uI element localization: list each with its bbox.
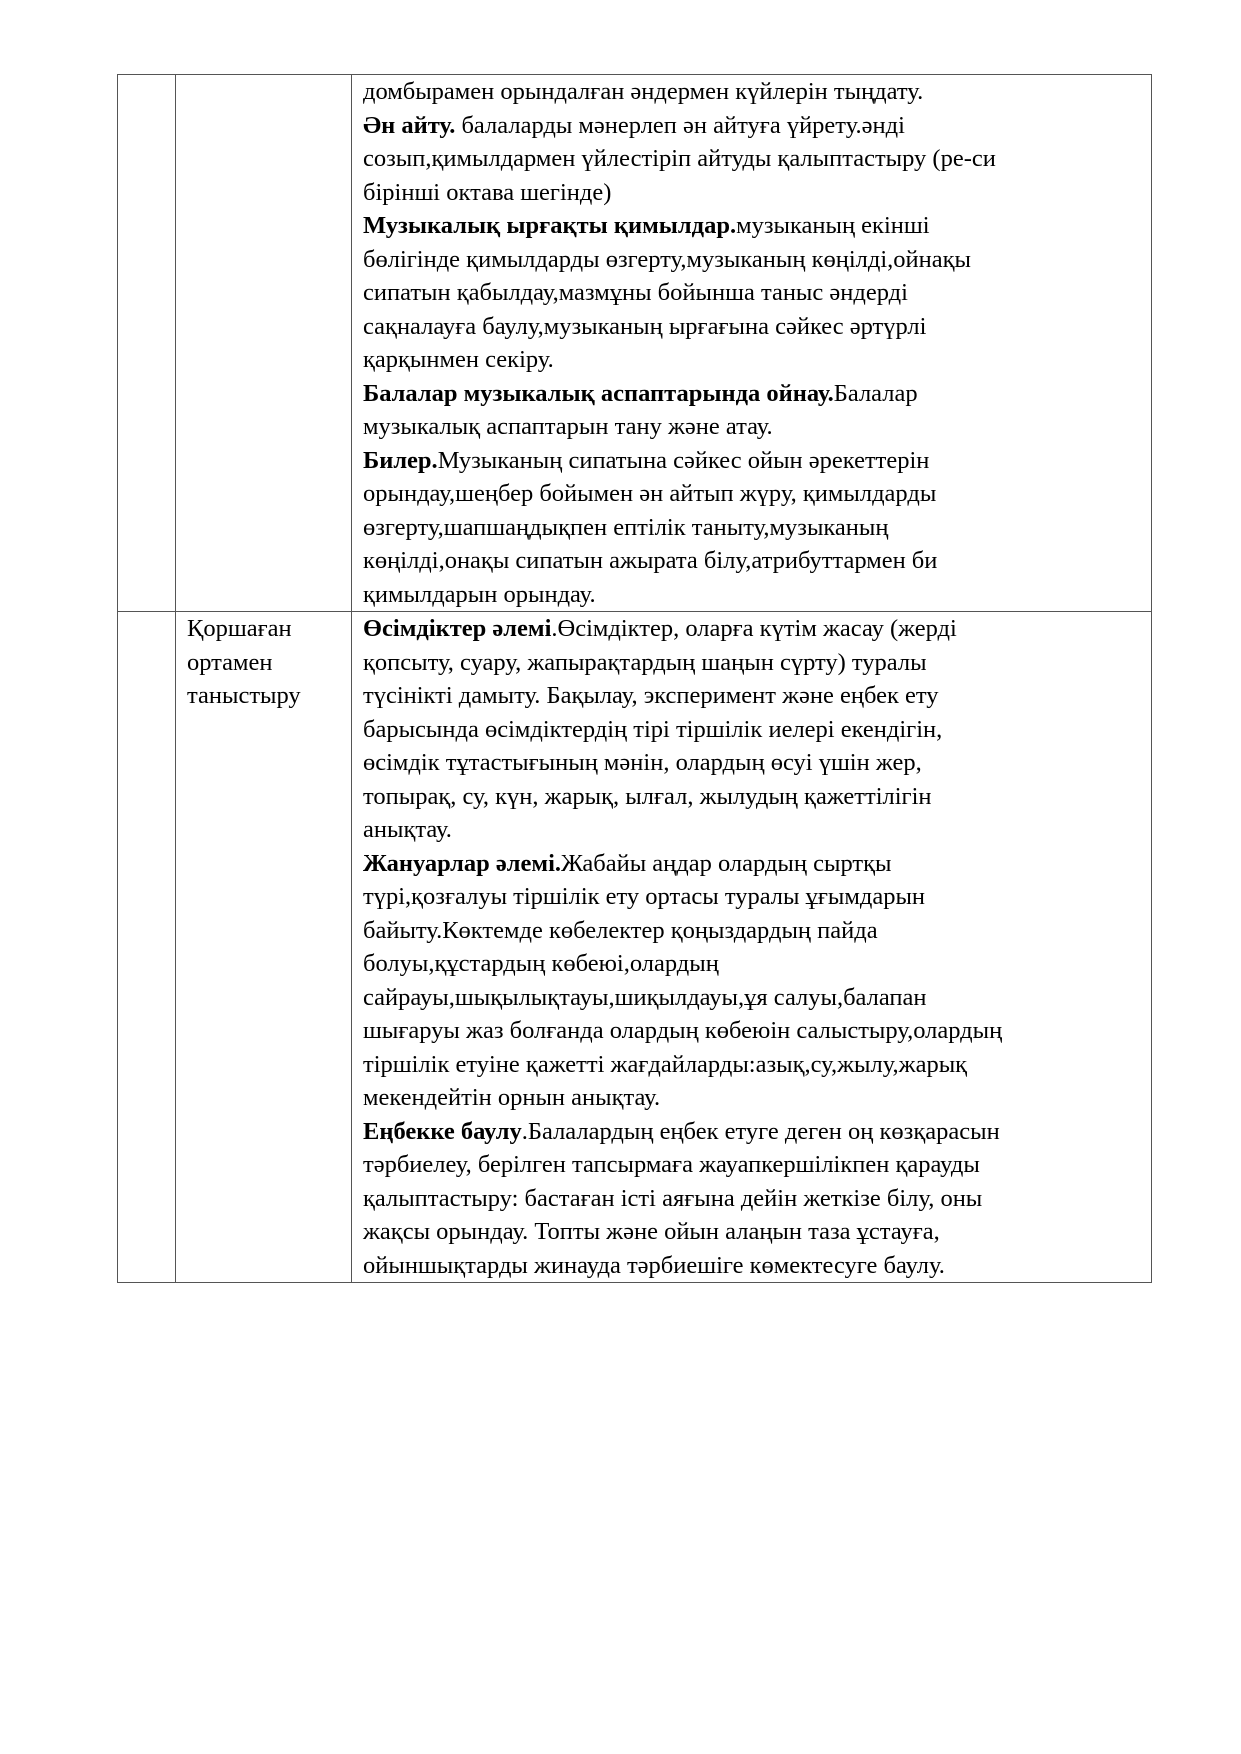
content-line: [363, 813, 1151, 847]
content-text: балаларды мәнерлеп ән айтуға үйрету.әнді: [455, 111, 905, 139]
subject-cell: [176, 75, 352, 612]
content-line: [363, 243, 1151, 277]
content-line: [363, 1182, 1151, 1216]
subject-cell: [176, 612, 352, 1283]
content-line: [363, 410, 1151, 444]
content-text: .Өсімдіктер, оларға күтім жасау (жерді: [551, 615, 957, 642]
content-line: [363, 981, 1151, 1015]
section-heading: Өсімдіктер әлемі: [363, 615, 552, 642]
section-heading: Балалар музыкалық аспаптарында ойнау.: [363, 379, 834, 407]
content-line: [363, 914, 1151, 948]
content-line: [363, 209, 1151, 243]
content-line: [363, 310, 1151, 344]
content-line: [363, 646, 1151, 680]
content-line: [363, 746, 1151, 780]
content-text: топырақ, су, күн, жарық, ылғал, жылудың қажеттілігін: [363, 782, 932, 810]
table-row: [118, 612, 1152, 1283]
content-line: [363, 544, 1151, 578]
content-text: өзгерту,шапшаңдықпен ептілік таныту,музыканың: [363, 513, 889, 541]
content-text: түрі,қозғалуы тіршілік ету ортасы туралы ұғымдарын: [363, 883, 926, 910]
content-text: Музыканың сипатына сәйкес ойын әрекеттерін: [437, 446, 930, 474]
content-text: бөлігінде қимылдарды өзгерту,музыканың көңілді,ойнақы: [363, 245, 971, 273]
content-text: анықтау.: [363, 816, 452, 843]
content-text: сайрауы,шықылықтауы,шиқылдауы,ұя салуы,балапан: [363, 983, 927, 1011]
content-line: [363, 75, 1151, 109]
table-row: [118, 75, 1152, 612]
content-text: қопсыту, суару, жапырақтардың шаңын сүрту) туралы: [363, 648, 927, 676]
content-text: музыканың екінші: [736, 212, 930, 239]
content-cell: [352, 612, 1152, 1283]
content-text: көңілді,онақы сипатын ажырата білу,атрибуттармен би: [363, 547, 938, 574]
content-text: домбырамен орындалған әндермен күйлерін тыңдату.: [363, 78, 924, 105]
content-text: жақсы орындау. Топты және ойын алаңын таза ұстауға,: [363, 1218, 940, 1245]
content-text: мекендейтін орнын анықтау.: [363, 1084, 661, 1111]
content-text: .Балалардың еңбек етуге деген оң көзқарасын: [521, 1117, 1000, 1145]
content-line: [363, 1048, 1151, 1082]
section-heading: Еңбекке баулу: [363, 1117, 522, 1145]
content-line: [363, 109, 1151, 143]
content-line: [363, 578, 1151, 612]
content-line: [363, 713, 1151, 747]
content-text: музыкалық аспаптарын тану және атау.: [363, 413, 773, 440]
content-text: бірінші октава шегінде): [363, 178, 612, 206]
content-line: [363, 612, 1151, 646]
section-heading: Ән айту.: [363, 111, 456, 139]
content-text: Жабайы аңдар олардың сыртқы: [561, 849, 892, 877]
content-text: қарқынмен секіру.: [363, 346, 554, 373]
content-text: созып,қимылдармен үйлестіріп айтуды қалыптастыру (ре-си: [363, 145, 996, 172]
content-line: [363, 176, 1151, 210]
content-line: [363, 477, 1151, 511]
section-heading: Музыкалық ырғақты қимылдар.: [363, 212, 737, 239]
content-text: барысында өсімдіктердің тірі тіршілік иелері екендігін,: [363, 715, 943, 743]
row-number-cell: [118, 612, 176, 1283]
content-line: [363, 679, 1151, 713]
content-line: [363, 1115, 1151, 1149]
subject-line: ортамен: [187, 648, 273, 676]
content-text: тіршілік етуіне қажетті жағдайларды:азық,су,жылу,жарық: [363, 1050, 968, 1078]
row-number-cell: [118, 75, 176, 612]
content-line: [363, 1215, 1151, 1249]
content-line: [363, 847, 1151, 881]
section-heading: Жануарлар әлемі.: [363, 849, 562, 877]
content-text: сақналауға баулу,музыканың ырғағына сәйкес әртүрлі: [363, 312, 927, 340]
content-line: [363, 1081, 1151, 1115]
curriculum-table: [117, 74, 1152, 1283]
table-body: [118, 75, 1152, 1283]
content-text: сипатын қабылдау,мазмұны бойынша таныс әндерді: [363, 279, 908, 306]
content-line: [363, 276, 1151, 310]
content-text: өсімдік тұтастығының мәнін, олардың өсуі үшін жер,: [363, 749, 922, 776]
content-line: [363, 142, 1151, 176]
content-text: түсінікті дамыту. Бақылау, эксперимент және еңбек ету: [363, 682, 939, 709]
content-cell: [352, 75, 1152, 612]
content-text: орындау,шеңбер бойымен ән айтып жүру, қимылдарды: [363, 480, 937, 507]
content-line: [363, 1148, 1151, 1182]
subject-line: Қоршаған: [187, 615, 292, 642]
content-text: қалыптастыру: бастаған істі аяғына дейін жеткізе білу, оны: [363, 1184, 983, 1212]
section-heading: Билер.: [363, 446, 438, 474]
content-line: [363, 343, 1151, 377]
content-line: [363, 780, 1151, 814]
content-text: қимылдарын орындау.: [363, 580, 596, 608]
content-line: [363, 1014, 1151, 1048]
content-line: [363, 444, 1151, 478]
content-line: [363, 1249, 1151, 1283]
content-text: тәрбиелеу, берілген тапсырмаға жауапкершілікпен қарауды: [363, 1151, 980, 1178]
content-text: байыту.Көктемде көбелектер қоңыздардың пайда: [363, 916, 878, 944]
content-line: [363, 511, 1151, 545]
content-text: шығаруы жаз болғанда олардың көбеюін салыстыру,олардың: [363, 1017, 1003, 1044]
content-text: Балалар: [833, 379, 918, 407]
content-text: ойыншықтарды жинауда тәрбиешіге көмектесуге баулу.: [363, 1251, 945, 1279]
content-line: [363, 947, 1151, 981]
subject-line: таныстыру: [187, 682, 301, 709]
content-text: болуы,құстардың көбеюі,олардың: [363, 950, 719, 977]
content-line: [363, 377, 1151, 411]
content-line: [363, 880, 1151, 914]
